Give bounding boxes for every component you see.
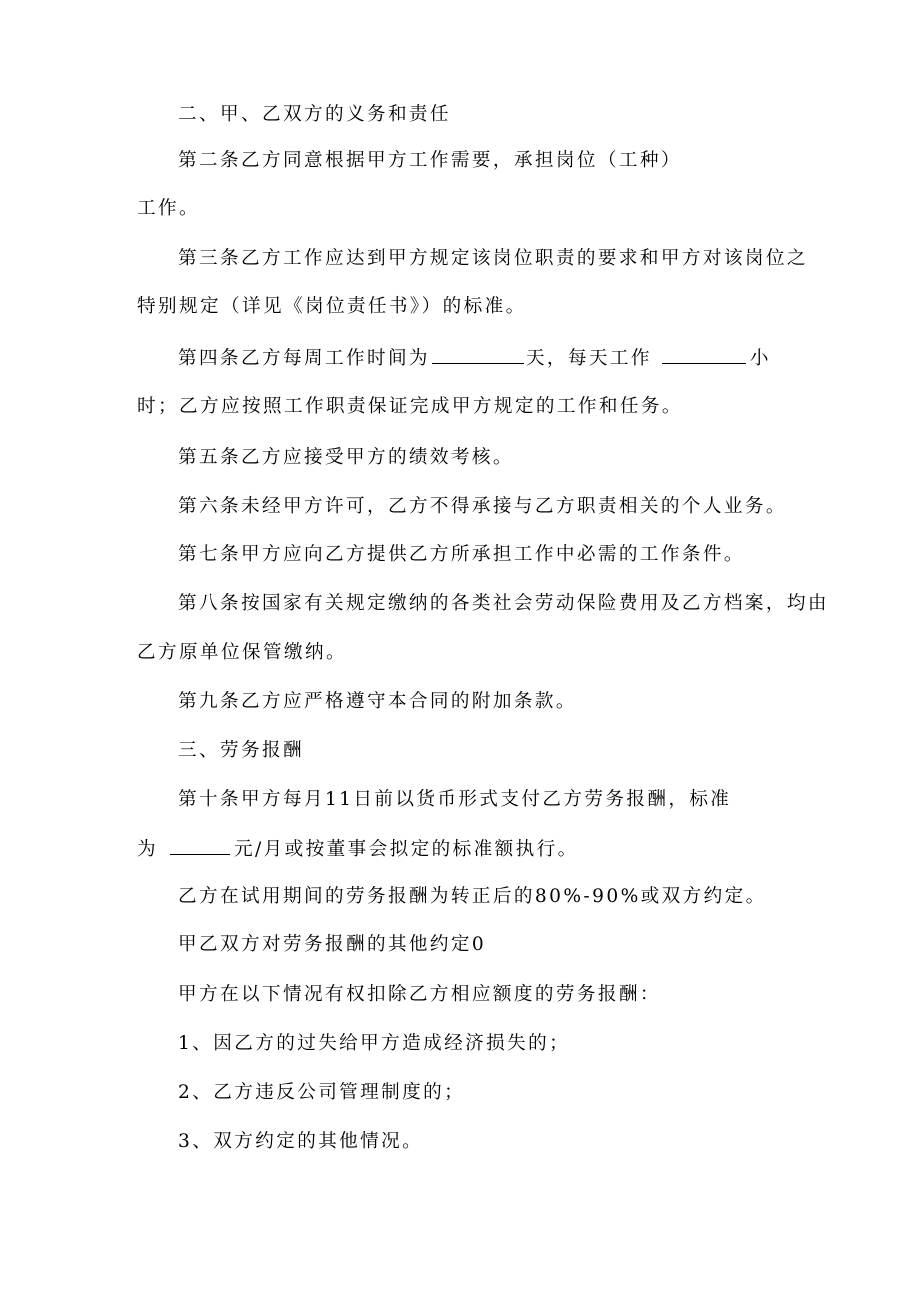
article-3-line-1: 第三条乙方工作应达到甲方规定该岗位职责的要求和甲方对该岗位之 [178,248,808,269]
article-4-text-b: 天，每天工作 [525,348,652,369]
article-10-text-b: 元/月或按董事会拟定的标准额执行。 [234,839,579,860]
article-9: 第九条乙方应严格遵守本合同的附加条款。 [178,691,577,712]
article-2-line-1: 第二条乙方同意根据甲方工作需要，承担岗位（工种） [178,150,682,171]
article-5: 第五条乙方应接受甲方的绩效考核。 [178,447,514,468]
article-4-text-c: 小 [749,348,771,369]
article-8-line-2: 乙方原单位保管缴纳。 [137,642,347,663]
section-heading-obligations: 二、甲、乙双方的义务和责任 [178,104,451,125]
deduction-clause-intro: 甲方在以下情况有权扣除乙方相应额度的劳务报酬： [178,984,661,1005]
deduction-item-1: 1、因乙方的过失给甲方造成经济损失的； [178,1033,571,1054]
article-2-line-2: 工作。 [137,198,200,219]
article-10-text-a: 为 [137,839,158,860]
work-days-blank [432,345,524,364]
article-4-line-1 [178,345,771,371]
section-heading-remuneration: 三、劳务报酬 [178,740,304,761]
article-6: 第六条未经甲方许可，乙方不得承接与乙方职责相关的个人业务。 [178,496,787,517]
salary-amount-blank [170,836,230,855]
probation-pay-clause: 乙方在试用期间的劳务报酬为转正后的80%-90%或双方约定。 [178,886,767,907]
article-7: 第七条甲方应向乙方提供乙方所承担工作中必需的工作条件。 [178,544,745,565]
article-8-line-1: 第八条按国家有关规定缴纳的各类社会劳动保险费用及乙方档案，均由 [178,593,829,614]
work-hours-blank [662,345,746,364]
article-4-text-a: 第四条乙方每周工作时间为 [178,348,430,369]
article-10-line-2 [137,836,579,862]
article-4-line-2: 时；乙方应按照工作职责保证完成甲方规定的工作和任务。 [137,396,683,417]
article-10-line-1: 第十条甲方每月11日前以货币形式支付乙方劳务报酬，标准 [178,789,732,810]
other-pay-agreement: 甲乙双方对劳务报酬的其他约定0 [178,934,487,955]
deduction-item-2: 2、乙方违反公司管理制度的； [178,1082,466,1103]
deduction-item-3: 3、双方约定的其他情况。 [178,1131,424,1152]
article-3-line-2: 特别规定（详见《岗位责任书》）的标准。 [137,296,527,317]
